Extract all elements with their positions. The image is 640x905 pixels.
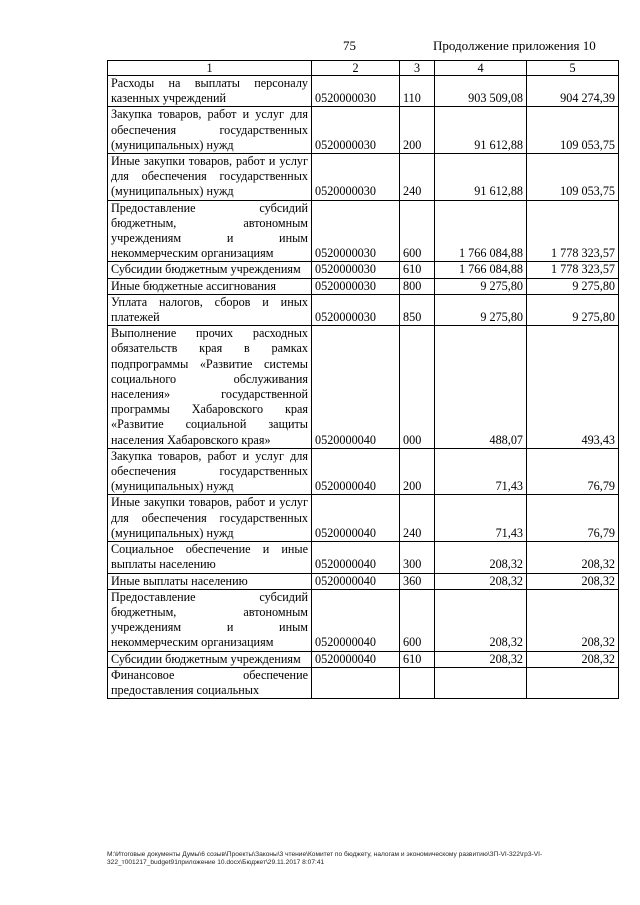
document-path-footer: М:\Итоговые документы Думы\6 созыв\Проекты\Законы\3 чтение\Комитет по бюджету, налогам и экономическому развитию\ЗП-VI-322\гр3-VI-322_т001217_budget91приложение 10.docx\Бюджет\29.11.2017 8:07:41 (107, 851, 543, 867)
table-row (108, 589, 619, 651)
amount-cell-col4: 71,43 (435, 448, 527, 495)
expense-type-code-cell: 600 (400, 589, 435, 651)
expense-name-cell: Иные выплаты населению (108, 573, 312, 589)
amount-cell-col5: 208,32 (527, 589, 619, 651)
amount-cell-col4: 9 275,80 (435, 278, 527, 294)
expense-name-cell: Социальное обеспечение и иные выплаты населению (108, 542, 312, 573)
target-article-code-cell: 0520000030 (312, 278, 400, 294)
amount-cell-col4: 208,32 (435, 542, 527, 573)
expense-type-code-cell: 850 (400, 294, 435, 325)
page-number: 75 (343, 38, 356, 53)
expense-name-cell: Иные закупки товаров, работ и услуг для обеспечения государственных (муниципальных) нужд (108, 154, 312, 201)
table-row (108, 262, 619, 278)
expense-type-code-cell: 600 (400, 200, 435, 262)
expense-type-code-cell: 360 (400, 573, 435, 589)
target-article-code-cell: 0520000040 (312, 589, 400, 651)
table-row (108, 667, 619, 698)
amount-cell-col4: 903 509,08 (435, 76, 527, 107)
amount-cell-col5: 9 275,80 (527, 278, 619, 294)
amount-cell-col4: 1 766 084,88 (435, 200, 527, 262)
column-header: 2 (312, 61, 400, 76)
amount-cell-col5: 9 275,80 (527, 294, 619, 325)
expense-name-cell: Субсидии бюджетным учреждениям (108, 262, 312, 278)
expense-name-cell: Выполнение прочих расходных обязательств края в рамках подпрограммы «Развитие системы социального обслуживания населения» государственной программы Хабаровского края «Развитие социальной защиты населения Хабаровского края» (108, 326, 312, 449)
target-article-code-cell: 0520000040 (312, 651, 400, 667)
target-article-code-cell: 0520000030 (312, 262, 400, 278)
amount-cell-col5: 76,79 (527, 448, 619, 495)
amount-cell-col4: 208,32 (435, 651, 527, 667)
expense-name-cell: Закупка товаров, работ и услуг для обеспечения государственных (муниципальных) нужд (108, 448, 312, 495)
expense-type-code-cell: 200 (400, 107, 435, 154)
expense-name-cell: Иные бюджетные ассигнования (108, 278, 312, 294)
expense-type-code-cell: 610 (400, 651, 435, 667)
expense-type-code-cell (400, 667, 435, 698)
expense-name-cell: Субсидии бюджетным учреждениям (108, 651, 312, 667)
expense-name-cell: Расходы на выплаты персоналу казенных учреждений (108, 76, 312, 107)
target-article-code-cell: 0520000040 (312, 542, 400, 573)
expense-name-cell: Закупка товаров, работ и услуг для обеспечения государственных (муниципальных) нужд (108, 107, 312, 154)
amount-cell-col4: 1 766 084,88 (435, 262, 527, 278)
amount-cell-col5: 1 778 323,57 (527, 200, 619, 262)
table-header (108, 61, 619, 76)
expense-type-code-cell: 200 (400, 448, 435, 495)
table-row (108, 651, 619, 667)
table-row (108, 107, 619, 154)
table-row (108, 495, 619, 542)
expense-name-cell: Предоставление субсидий бюджетным, автономным учреждениям и иным некоммерческим организациям (108, 200, 312, 262)
expense-name-cell: Предоставление субсидий бюджетным, автономным учреждениям и иным некоммерческим организациям (108, 589, 312, 651)
table-row (108, 326, 619, 449)
table-row (108, 448, 619, 495)
amount-cell-col5: 904 274,39 (527, 76, 619, 107)
target-article-code-cell: 0520000030 (312, 107, 400, 154)
amount-cell-col5: 208,32 (527, 651, 619, 667)
budget-table (107, 60, 619, 699)
amount-cell-col5: 208,32 (527, 573, 619, 589)
expense-type-code-cell: 800 (400, 278, 435, 294)
column-header: 5 (527, 61, 619, 76)
target-article-code-cell: 0520000040 (312, 448, 400, 495)
amount-cell-col4: 488,07 (435, 326, 527, 449)
target-article-code-cell: 0520000030 (312, 154, 400, 201)
amount-cell-col4: 91 612,88 (435, 107, 527, 154)
target-article-code-cell: 0520000040 (312, 495, 400, 542)
target-article-code-cell: 0520000030 (312, 76, 400, 107)
amount-cell-col5: 109 053,75 (527, 107, 619, 154)
expense-type-code-cell: 240 (400, 495, 435, 542)
expense-name-cell: Финансовое обеспечение предоставления социальных (108, 667, 312, 698)
expense-type-code-cell: 110 (400, 76, 435, 107)
table-row (108, 200, 619, 262)
amount-cell-col5: 109 053,75 (527, 154, 619, 201)
amount-cell-col4: 208,32 (435, 589, 527, 651)
column-numbers-row (108, 61, 619, 76)
amount-cell-col4: 208,32 (435, 573, 527, 589)
table-row (108, 154, 619, 201)
column-header: 1 (108, 61, 312, 76)
amount-cell-col5 (527, 667, 619, 698)
amount-cell-col4 (435, 667, 527, 698)
column-header: 4 (435, 61, 527, 76)
target-article-code-cell: 0520000040 (312, 326, 400, 449)
expense-type-code-cell: 000 (400, 326, 435, 449)
table-row (108, 573, 619, 589)
table-body (108, 76, 619, 699)
appendix-continuation-title: Продолжение приложения 10 (433, 38, 596, 53)
expense-name-cell: Уплата налогов, сборов и иных платежей (108, 294, 312, 325)
amount-cell-col5: 1 778 323,57 (527, 262, 619, 278)
amount-cell-col4: 71,43 (435, 495, 527, 542)
amount-cell-col5: 208,32 (527, 542, 619, 573)
amount-cell-col5: 493,43 (527, 326, 619, 449)
column-header: 3 (400, 61, 435, 76)
table-row (108, 278, 619, 294)
expense-type-code-cell: 300 (400, 542, 435, 573)
target-article-code-cell: 0520000040 (312, 573, 400, 589)
amount-cell-col5: 76,79 (527, 495, 619, 542)
target-article-code-cell (312, 667, 400, 698)
amount-cell-col4: 9 275,80 (435, 294, 527, 325)
table-row (108, 542, 619, 573)
target-article-code-cell: 0520000030 (312, 294, 400, 325)
target-article-code-cell: 0520000030 (312, 200, 400, 262)
expense-type-code-cell: 240 (400, 154, 435, 201)
table-row (108, 76, 619, 107)
expense-name-cell: Иные закупки товаров, работ и услуг для обеспечения государственных (муниципальных) нужд (108, 495, 312, 542)
table-row (108, 294, 619, 325)
expense-type-code-cell: 610 (400, 262, 435, 278)
amount-cell-col4: 91 612,88 (435, 154, 527, 201)
